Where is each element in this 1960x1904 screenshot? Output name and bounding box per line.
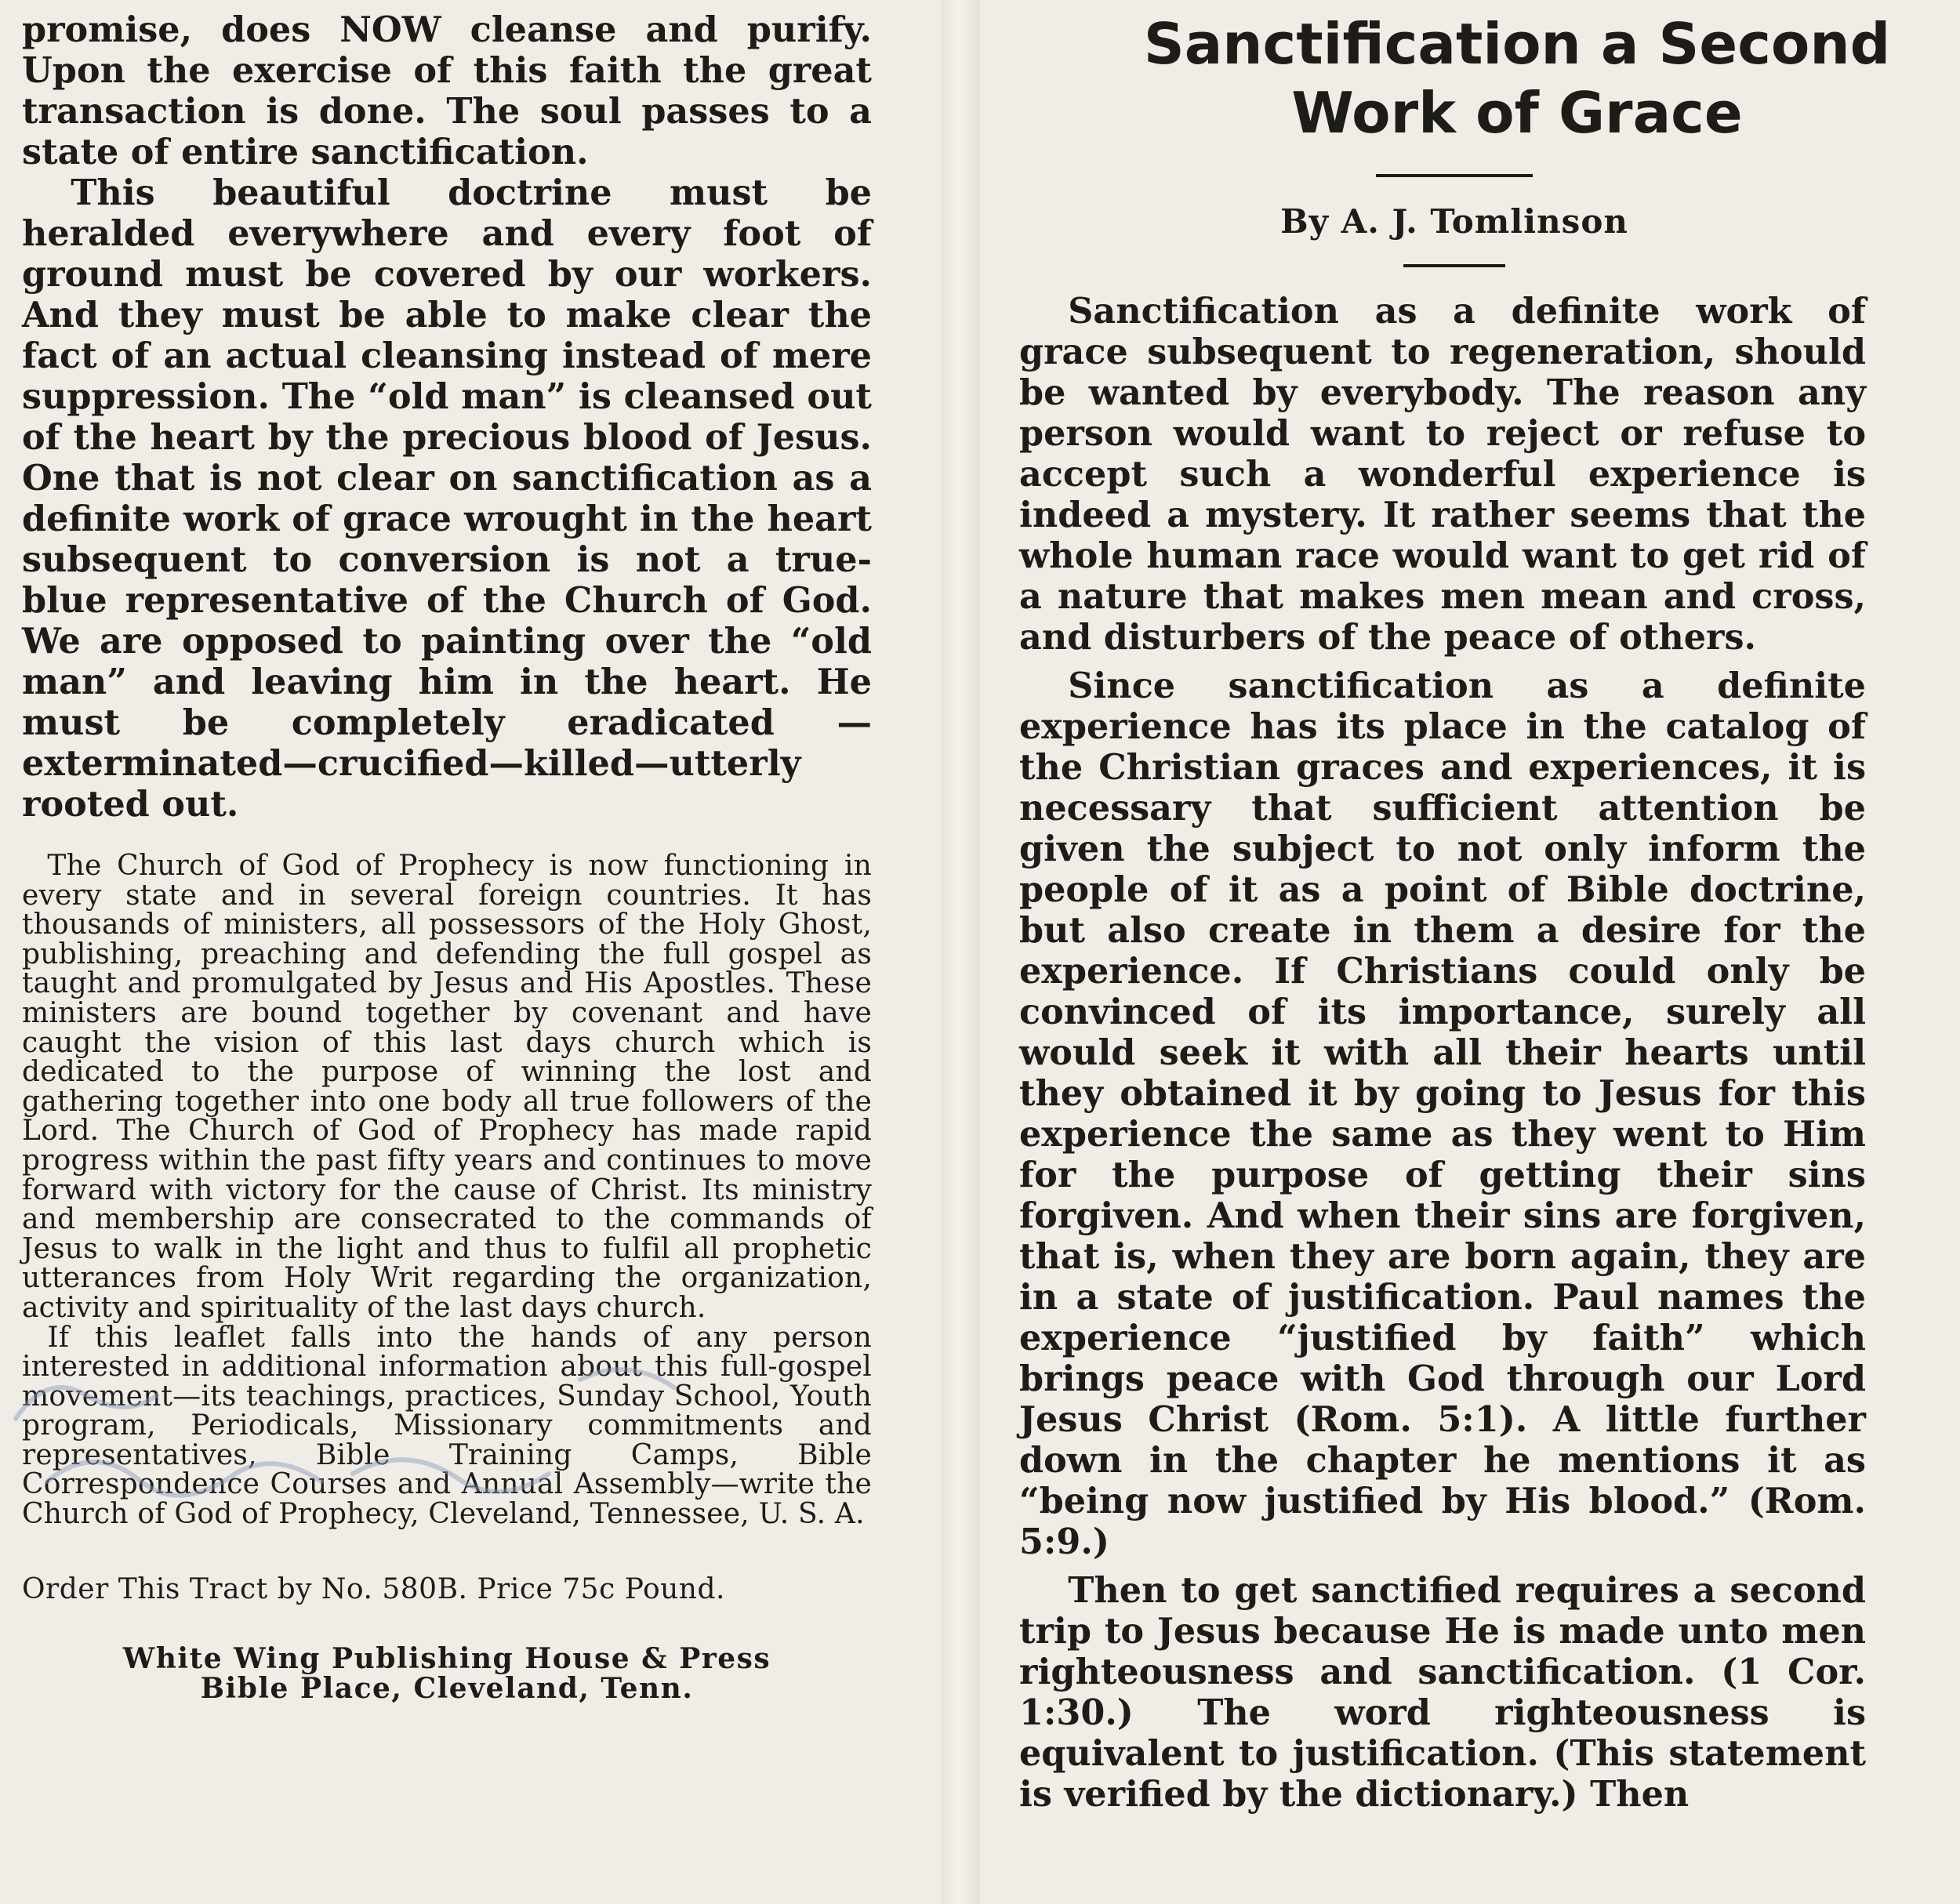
- article-title: [980, 9, 1960, 147]
- title-line-2: Work of Grace: [1291, 80, 1743, 146]
- right-paragraph-3: Then to get sanctified requires a second trip to Jesus because He is made unto men righteousness and sanctification. (1 Cor. 1:30.) The word righteousness is equivalent to justification. (This statement is verified by the dictionary.) Then: [1019, 1570, 1866, 1815]
- left-page: [0, 0, 941, 1904]
- publisher-block: [22, 1641, 872, 1705]
- article-body: [1019, 291, 1866, 1815]
- title-rule: [1376, 174, 1533, 177]
- right-column: [1019, 9, 1960, 1815]
- byline-rule: [1403, 264, 1505, 267]
- left-column: [22, 9, 872, 1703]
- church-description: The Church of God of Prophecy is now functioning in every state and in several foreign countries. It has thousands of ministers, all possessors of the Holy Ghost, publishing, preaching and defending the full gospel as taught and promulgated by Jesus and His Apostles. These ministers are bound together by covenant and have caught the vision of this last days church which is dedicated to the purpose of winning the lost and gathering together into one body all true followers of the Lord. The Church of God of Prophecy has made rapid progress within the past fifty years and continues to move forward with victory for the cause of Christ. Its ministry and membership are consecrated to the commands of Jesus to walk in the light and thus to fulfil all prophetic utterances from Holy Writ regarding the organization, activity and spirituality of the last days church.: [22, 850, 872, 1324]
- order-line: Order This Tract by No. 580B. Price 75c Pound.: [22, 1572, 725, 1605]
- left-paragraph-2: This beautiful doctrine must be heralded everywhere and every foot of ground must be covered by our workers. And they must be able to make clear the fact of an actual cleansing instead of mere suppression. The “old man” is cleansed out of the heart by the precious blood of Jesus. One that is not clear on sanctification as a definite work of grace wrought in the heart subsequent to conversion is not a true-blue representative of the Church of God. We are opposed to painting over the “old man” and leaving him in the heart. He must be completely eradicated — exterminated—crucified—killed—utterly rooted out.: [22, 172, 872, 825]
- byline: By A. J. Tomlinson: [1280, 202, 1628, 241]
- page-gutter: [941, 0, 980, 1904]
- right-paragraph-2: Since sanctification as a definite experience has its place in the catalog of the Christian graces and experiences, it is necessary that sufficient attention be given the subject to not only inform the people of it as a point of Bible doctrine, but also create in them a desire for the experience. If Christians could only be convinced of its importance, surely all would seek it with all their hearts until they obtained it by going to Jesus for this experience the same as they went to Him for the purpose of getting their sins forgiven. And when their sins are forgiven, that is, when they are born again, they are in a state of justification. Paul names the experience “justified by faith” which brings peace with God through our Lord Jesus Christ (Rom. 5:1). A little further down in the chapter he mentions it as “being now justified by His blood.” (Rom. 5:9.): [1019, 665, 1866, 1562]
- right-paragraph-1: Sanctification as a definite work of grace subsequent to regeneration, should be wanted by everybody. The reason any person would want to reject or refuse to accept such a wonderful experience is indeed a mystery. It rather seems that the whole human race would want to get rid of a nature that makes men mean and cross, and disturbers of the peace of others.: [1019, 291, 1866, 658]
- left-paragraph-1: promise, does NOW cleanse and purify. Upon the exercise of this faith the great transaction is done. The soul passes to a state of entire sanctification.: [22, 9, 872, 172]
- publisher-name: White Wing Publishing House & Press: [122, 1641, 771, 1675]
- leaflet-info: If this leaflet falls into the hands of any person interested in additional information about this full-gospel movement—its teachings, practices, Sunday School, Youth program, Periodicals, Missionary commitments and representatives, Bible Training Camps, Bible Correspondence Courses and Annual Assembly—write the Church of God of Prophecy, Cleveland, Tennessee, U. S. A.: [22, 1321, 872, 1531]
- publisher-address: Bible Place, Cleveland, Tenn.: [200, 1671, 694, 1705]
- right-page: [980, 0, 1960, 1904]
- title-line-1: Sanctification a Second: [1143, 11, 1891, 77]
